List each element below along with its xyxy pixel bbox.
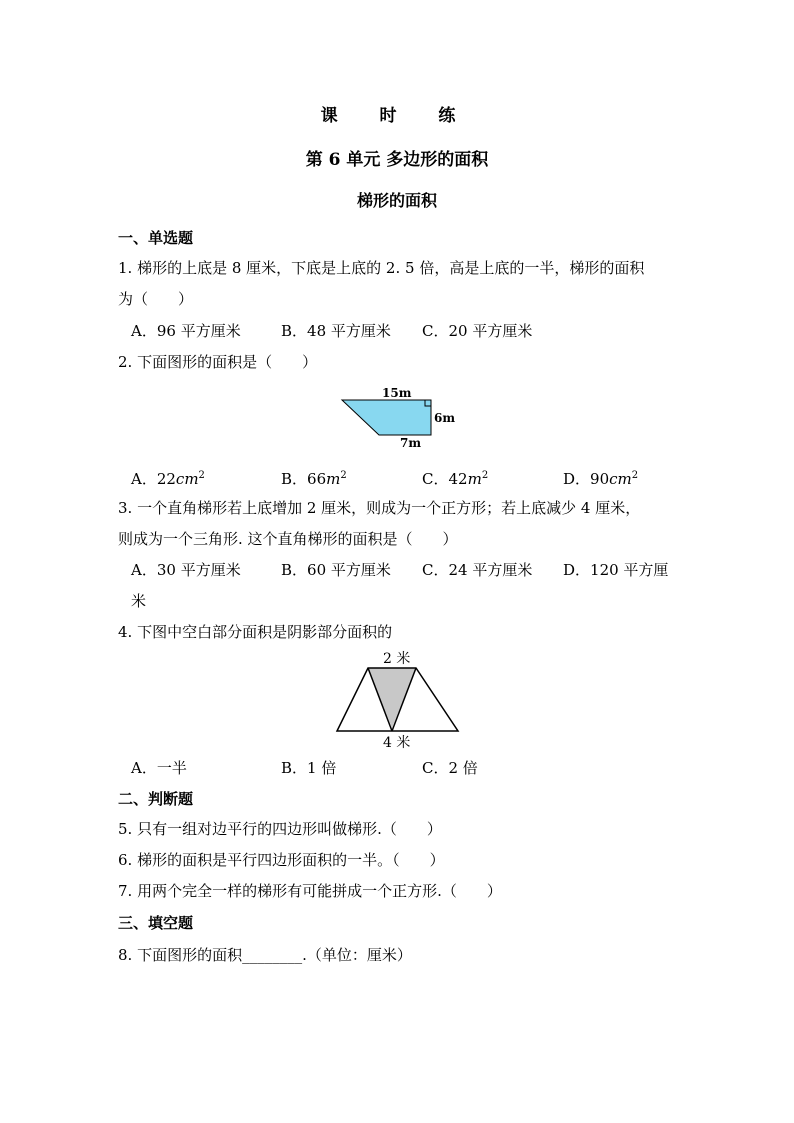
- q1-option-a[interactable]: A．96 平方厘米: [131, 322, 241, 340]
- q1-option-b[interactable]: B．48 平方厘米: [281, 322, 391, 340]
- q2-option-b[interactable]: [281, 466, 347, 489]
- q4-option-b[interactable]: B．1 倍: [281, 759, 337, 777]
- q2-c-value: C．42: [422, 470, 468, 488]
- lesson-title: 梯形的面积: [356, 191, 437, 210]
- trapezoid-shape: [342, 400, 431, 435]
- shaded-triangle: [368, 668, 416, 728]
- trapezoid-bottom-label: 7m: [400, 436, 422, 450]
- q4-option-a[interactable]: A．一半: [131, 759, 187, 777]
- unit-title: 第 6 单元 多边形的面积: [305, 150, 489, 170]
- q2-option-d[interactable]: [563, 466, 638, 489]
- q3-option-d[interactable]: D．120 平方厘: [563, 561, 669, 579]
- q3-option-a[interactable]: A．30 平方厘米: [131, 561, 241, 579]
- q3-option-c[interactable]: C．24 平方厘米: [422, 561, 533, 579]
- section-single-choice: 一、单选题: [118, 229, 194, 247]
- question-7: 7. 用两个完全一样的梯形有可能拼成一个正方形.（ ）: [118, 882, 502, 900]
- q2-c-unit: m: [467, 470, 482, 488]
- figure-top-label: 2 米: [383, 651, 411, 667]
- trapezoid-right-label: 6m: [434, 411, 456, 425]
- q2-d-unit: cm: [609, 470, 632, 488]
- q2-b-sup: 2: [340, 470, 347, 481]
- q2-option-a[interactable]: [131, 466, 205, 489]
- q2-d-sup: 2: [631, 470, 639, 481]
- question-1-line-2: 为（ ）: [118, 290, 194, 308]
- question-4: 4. 下图中空白部分面积是阴影部分面积的: [118, 623, 393, 641]
- section-true-false: 二、判断题: [118, 790, 194, 808]
- question-8: 8. 下面图形的面积________.（单位：厘米）: [118, 946, 412, 964]
- q3-option-b[interactable]: B．60 平方厘米: [281, 561, 391, 579]
- q3-option-d-cont: 米: [131, 592, 147, 610]
- q2-option-c[interactable]: [422, 466, 488, 489]
- question-6: 6. 梯形的面积是平行四边形面积的一半。（ ）: [118, 851, 445, 869]
- figure-bottom-label: 4 米: [383, 735, 411, 751]
- q2-b-value: B．66: [281, 470, 327, 488]
- q4-option-c[interactable]: C．2 倍: [422, 759, 478, 777]
- question-3-line-1: 3. 一个直角梯形若上底增加 2 厘米，则成为一个正方形；若上底减少 4 厘米，: [118, 499, 641, 517]
- q2-d-value: D．90: [563, 470, 610, 488]
- trapezoid-top-label: 15m: [382, 386, 412, 400]
- page-title: 课 时 练: [320, 106, 474, 126]
- q2-b-unit: m: [326, 470, 341, 488]
- q2-a-unit: cm: [175, 470, 199, 488]
- q2-a-sup: 2: [198, 470, 205, 481]
- question-5: 5. 只有一组对边平行的四边形叫做梯形.（ ）: [118, 820, 442, 838]
- question-1-line-1: 1. 梯形的上底是 8 厘米，下底是上底的 2. 5 倍，高是上底的一半，梯形的面积: [118, 259, 645, 277]
- question-3-line-2: 则成为一个三角形. 这个直角梯形的面积是（ ）: [118, 530, 458, 548]
- question-2: 2. 下面图形的面积是（ ）: [118, 353, 318, 371]
- triangles-figure: [330, 648, 470, 752]
- trapezoid-figure: [330, 383, 490, 453]
- section-fill-in: 三、填空题: [118, 914, 194, 932]
- q2-a-value: A．22: [131, 470, 176, 488]
- q2-c-sup: 2: [481, 470, 489, 481]
- q1-option-c[interactable]: C．20 平方厘米: [422, 322, 533, 340]
